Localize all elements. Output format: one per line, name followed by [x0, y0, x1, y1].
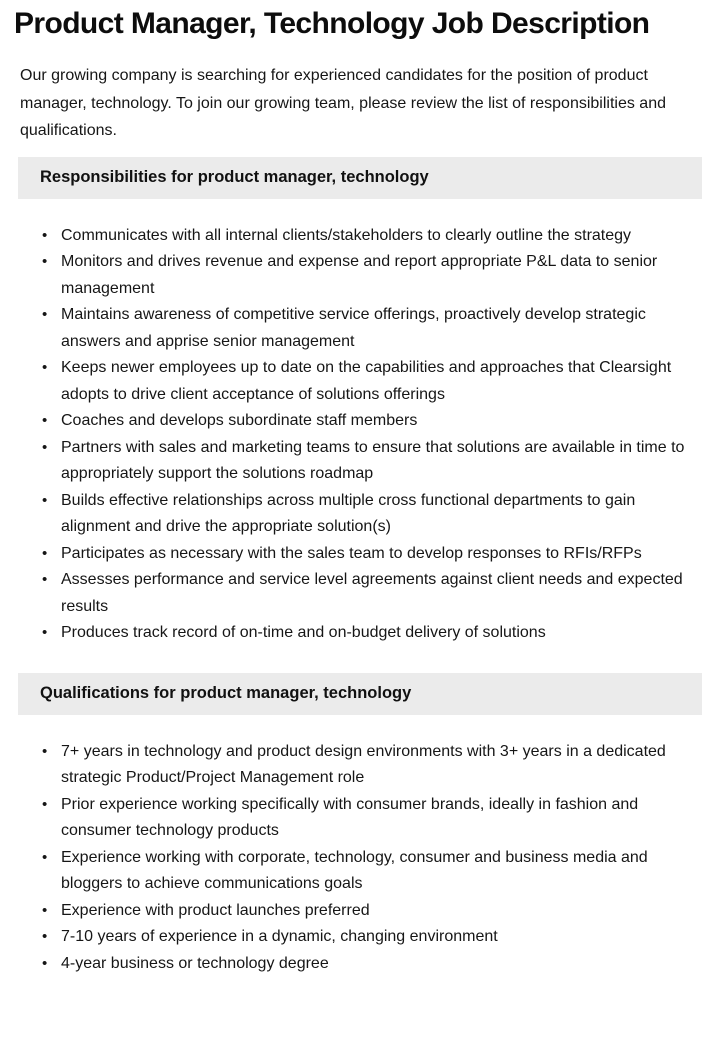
list-item-text: Prior experience working specifically with consumer brands, ideally in fashion and consumer technology products — [61, 795, 639, 839]
list-item — [0, 302, 700, 355]
list-item — [0, 488, 700, 541]
bullet-icon: • — [42, 795, 48, 813]
list-item — [0, 408, 700, 435]
list-item — [0, 435, 700, 488]
list-item — [0, 924, 700, 951]
list-item — [0, 951, 700, 978]
list-item — [0, 223, 700, 250]
responsibilities-list — [0, 223, 720, 647]
list-item-text: 7-10 years of experience in a dynamic, changing environment — [61, 928, 498, 945]
bullet-icon: • — [42, 742, 48, 760]
bullet-icon: • — [42, 954, 48, 972]
bullet-icon: • — [42, 412, 48, 429]
list-item-text: Builds effective relationships across multiple cross functional departments to gain alignment and drive the appropriate solution(s) — [61, 491, 636, 535]
bullet-icon: • — [42, 253, 48, 270]
list-item — [0, 898, 700, 925]
list-item — [0, 355, 700, 408]
bullet-icon: • — [42, 226, 48, 244]
list-item — [0, 739, 700, 792]
list-item — [0, 541, 700, 568]
list-item — [0, 792, 700, 845]
qualifications-list — [0, 739, 720, 978]
bullet-icon: • — [42, 571, 48, 588]
list-item-text: Experience working with corporate, technology, consumer and business media and bloggers to achieve communications goals — [61, 848, 648, 892]
list-item — [0, 620, 700, 647]
list-item-text: Produces track record of on-time and on-budget delivery of solutions — [61, 624, 546, 641]
bullet-icon: • — [42, 359, 48, 376]
bullet-icon: • — [42, 438, 48, 456]
responsibilities-heading: Responsibilities for product manager, technology — [40, 168, 429, 186]
list-item-text: Participates as necessary with the sales team to develop responses to RFIs/RFPs — [61, 544, 642, 562]
bullet-icon: • — [42, 848, 48, 866]
list-item-text: Experience with product launches preferred — [61, 901, 370, 919]
list-item-text: Coaches and develops subordinate staff members — [61, 412, 418, 429]
bullet-icon: • — [42, 491, 48, 509]
list-item — [0, 845, 700, 898]
list-item-text: Assesses performance and service level agreements against client needs and expected results — [61, 571, 683, 615]
list-item-text: Maintains awareness of competitive service offerings, proactively develop strategic answers and apprise senior management — [61, 306, 646, 350]
list-item-text: Monitors and drives revenue and expense and report appropriate P&L data to senior management — [61, 253, 658, 297]
qualifications-heading: Qualifications for product manager, technology — [40, 684, 412, 702]
intro-paragraph: Our growing company is searching for experienced candidates for the position of product manager, technology. To join our growing team, please review the list of responsibilities and qualifications. — [20, 67, 666, 139]
page-title: Product Manager, Technology Job Description — [14, 7, 650, 40]
list-item-text: Partners with sales and marketing teams to ensure that solutions are available in time to appropriately support the solutions roadmap — [61, 438, 685, 482]
list-item — [0, 567, 700, 620]
list-item-text: Keeps newer employees up to date on the capabilities and approaches that Clearsight adopts to drive client acceptance of solutions offerings — [61, 359, 672, 403]
bullet-icon: • — [42, 928, 48, 945]
list-item — [0, 249, 700, 302]
qualifications-section-header — [18, 673, 702, 715]
bullet-icon: • — [42, 544, 48, 562]
list-item-text: 4-year business or technology degree — [61, 954, 329, 972]
bullet-icon: • — [42, 901, 48, 919]
bullet-icon: • — [42, 624, 48, 641]
responsibilities-section-header — [18, 157, 702, 199]
list-item-text: 7+ years in technology and product design environments with 3+ years in a dedicated strategic Product/Project Management role — [61, 742, 666, 786]
list-item-text: Communicates with all internal clients/stakeholders to clearly outline the strategy — [61, 226, 632, 244]
bullet-icon: • — [42, 306, 48, 323]
